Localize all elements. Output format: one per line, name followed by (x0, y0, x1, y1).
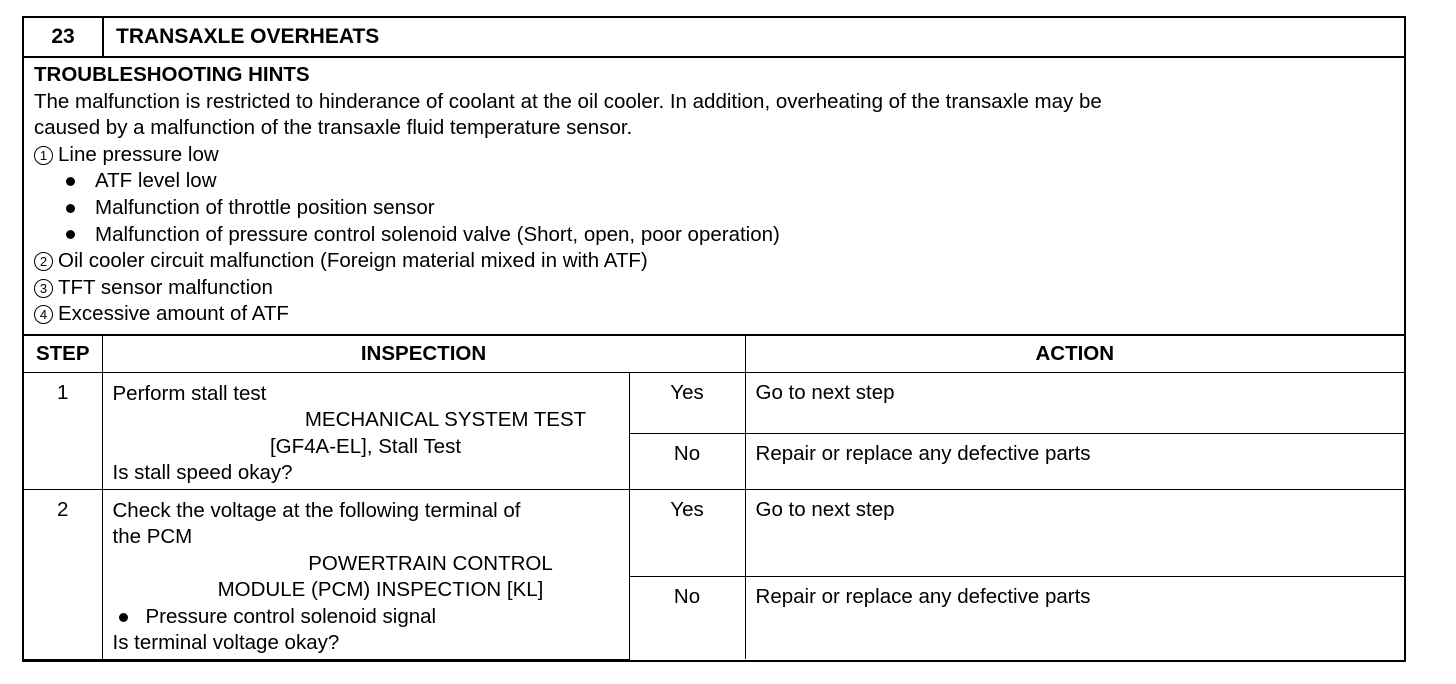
bullet-icon (119, 613, 128, 622)
hint-subitem-text: ATF level low (95, 169, 217, 193)
hints-intro-line-2: caused by a malfunction of the transaxle fluid temperature sensor. (34, 116, 633, 140)
circled-number-icon: 3 (34, 279, 53, 298)
hint-subitem-text: Malfunction of pressure control solenoid valve (Short, open, poor operation) (95, 222, 780, 246)
hint-item-text: Line pressure low (58, 142, 219, 166)
hint-subitem (34, 222, 1394, 249)
inspection-cell (102, 372, 629, 489)
hint-subitem (34, 168, 1394, 195)
hint-item (34, 301, 1394, 328)
inspection-question: Is stall speed okay? (112, 461, 293, 485)
no-action: Repair or replace any defective parts (745, 577, 1404, 660)
inspection-bullet (113, 604, 619, 631)
inspection-bullet-text: Pressure control solenoid signal (145, 604, 437, 628)
inspection-line: the PCM (112, 525, 193, 549)
hints-intro-line-1: The malfunction is restricted to hinderance of coolant at the oil cooler. In addition, overheating of the transaxle may be (34, 89, 1102, 113)
reference-line: MECHANICAL SYSTEM TEST (304, 408, 587, 432)
yes-label: Yes (629, 489, 745, 576)
hint-item-text: Excessive amount of ATF (58, 302, 289, 326)
table-row (24, 489, 1404, 576)
yes-action: Go to next step (745, 489, 1404, 576)
inspection-line: Perform stall test (112, 381, 267, 405)
hint-subitem (34, 195, 1394, 222)
symptom-title: TRANSAXLE OVERHEATS (116, 25, 380, 48)
title-row (24, 18, 1404, 58)
no-action: Repair or replace any defective parts (745, 433, 1404, 489)
step-number: 1 (24, 372, 102, 489)
symptom-number: 23 (24, 18, 104, 56)
circled-number-icon: 1 (34, 146, 53, 165)
bullet-icon (66, 177, 75, 186)
inspection-cell (102, 489, 629, 659)
column-header-inspection: INSPECTION (102, 336, 745, 373)
reference-line: MODULE (PCM) INSPECTION [KL] (217, 578, 544, 602)
reference-line: POWERTRAIN CONTROL (308, 551, 553, 575)
step-number: 2 (24, 489, 102, 659)
reference-line: [GF4A-EL], Stall Test (269, 434, 462, 458)
table-row (24, 372, 1404, 433)
troubleshooting-document (22, 16, 1406, 662)
column-header-action: ACTION (745, 336, 1404, 373)
bullet-icon (66, 204, 75, 213)
yes-action: Go to next step (745, 372, 1404, 433)
no-label: No (629, 577, 745, 660)
inspection-question: Is terminal voltage okay? (112, 631, 340, 655)
hint-item (34, 142, 1394, 169)
table-header-row (24, 336, 1404, 373)
hint-item (34, 248, 1394, 275)
hint-item-text: Oil cooler circuit malfunction (Foreign material mixed in with ATF) (58, 249, 648, 273)
no-label: No (629, 433, 745, 489)
hint-item (34, 275, 1394, 302)
hint-item-text: TFT sensor malfunction (58, 275, 273, 299)
circled-number-icon: 2 (34, 252, 53, 271)
circled-number-icon: 4 (34, 305, 53, 324)
inspection-line: Check the voltage at the following terminal of (112, 498, 521, 522)
hints-heading: TROUBLESHOOTING HINTS (34, 63, 310, 86)
inspection-table (24, 336, 1404, 660)
hint-subitem-text: Malfunction of throttle position sensor (95, 195, 435, 219)
troubleshooting-hints (24, 58, 1404, 336)
column-header-step: STEP (24, 336, 102, 373)
bullet-icon (66, 230, 75, 239)
yes-label: Yes (629, 372, 745, 433)
